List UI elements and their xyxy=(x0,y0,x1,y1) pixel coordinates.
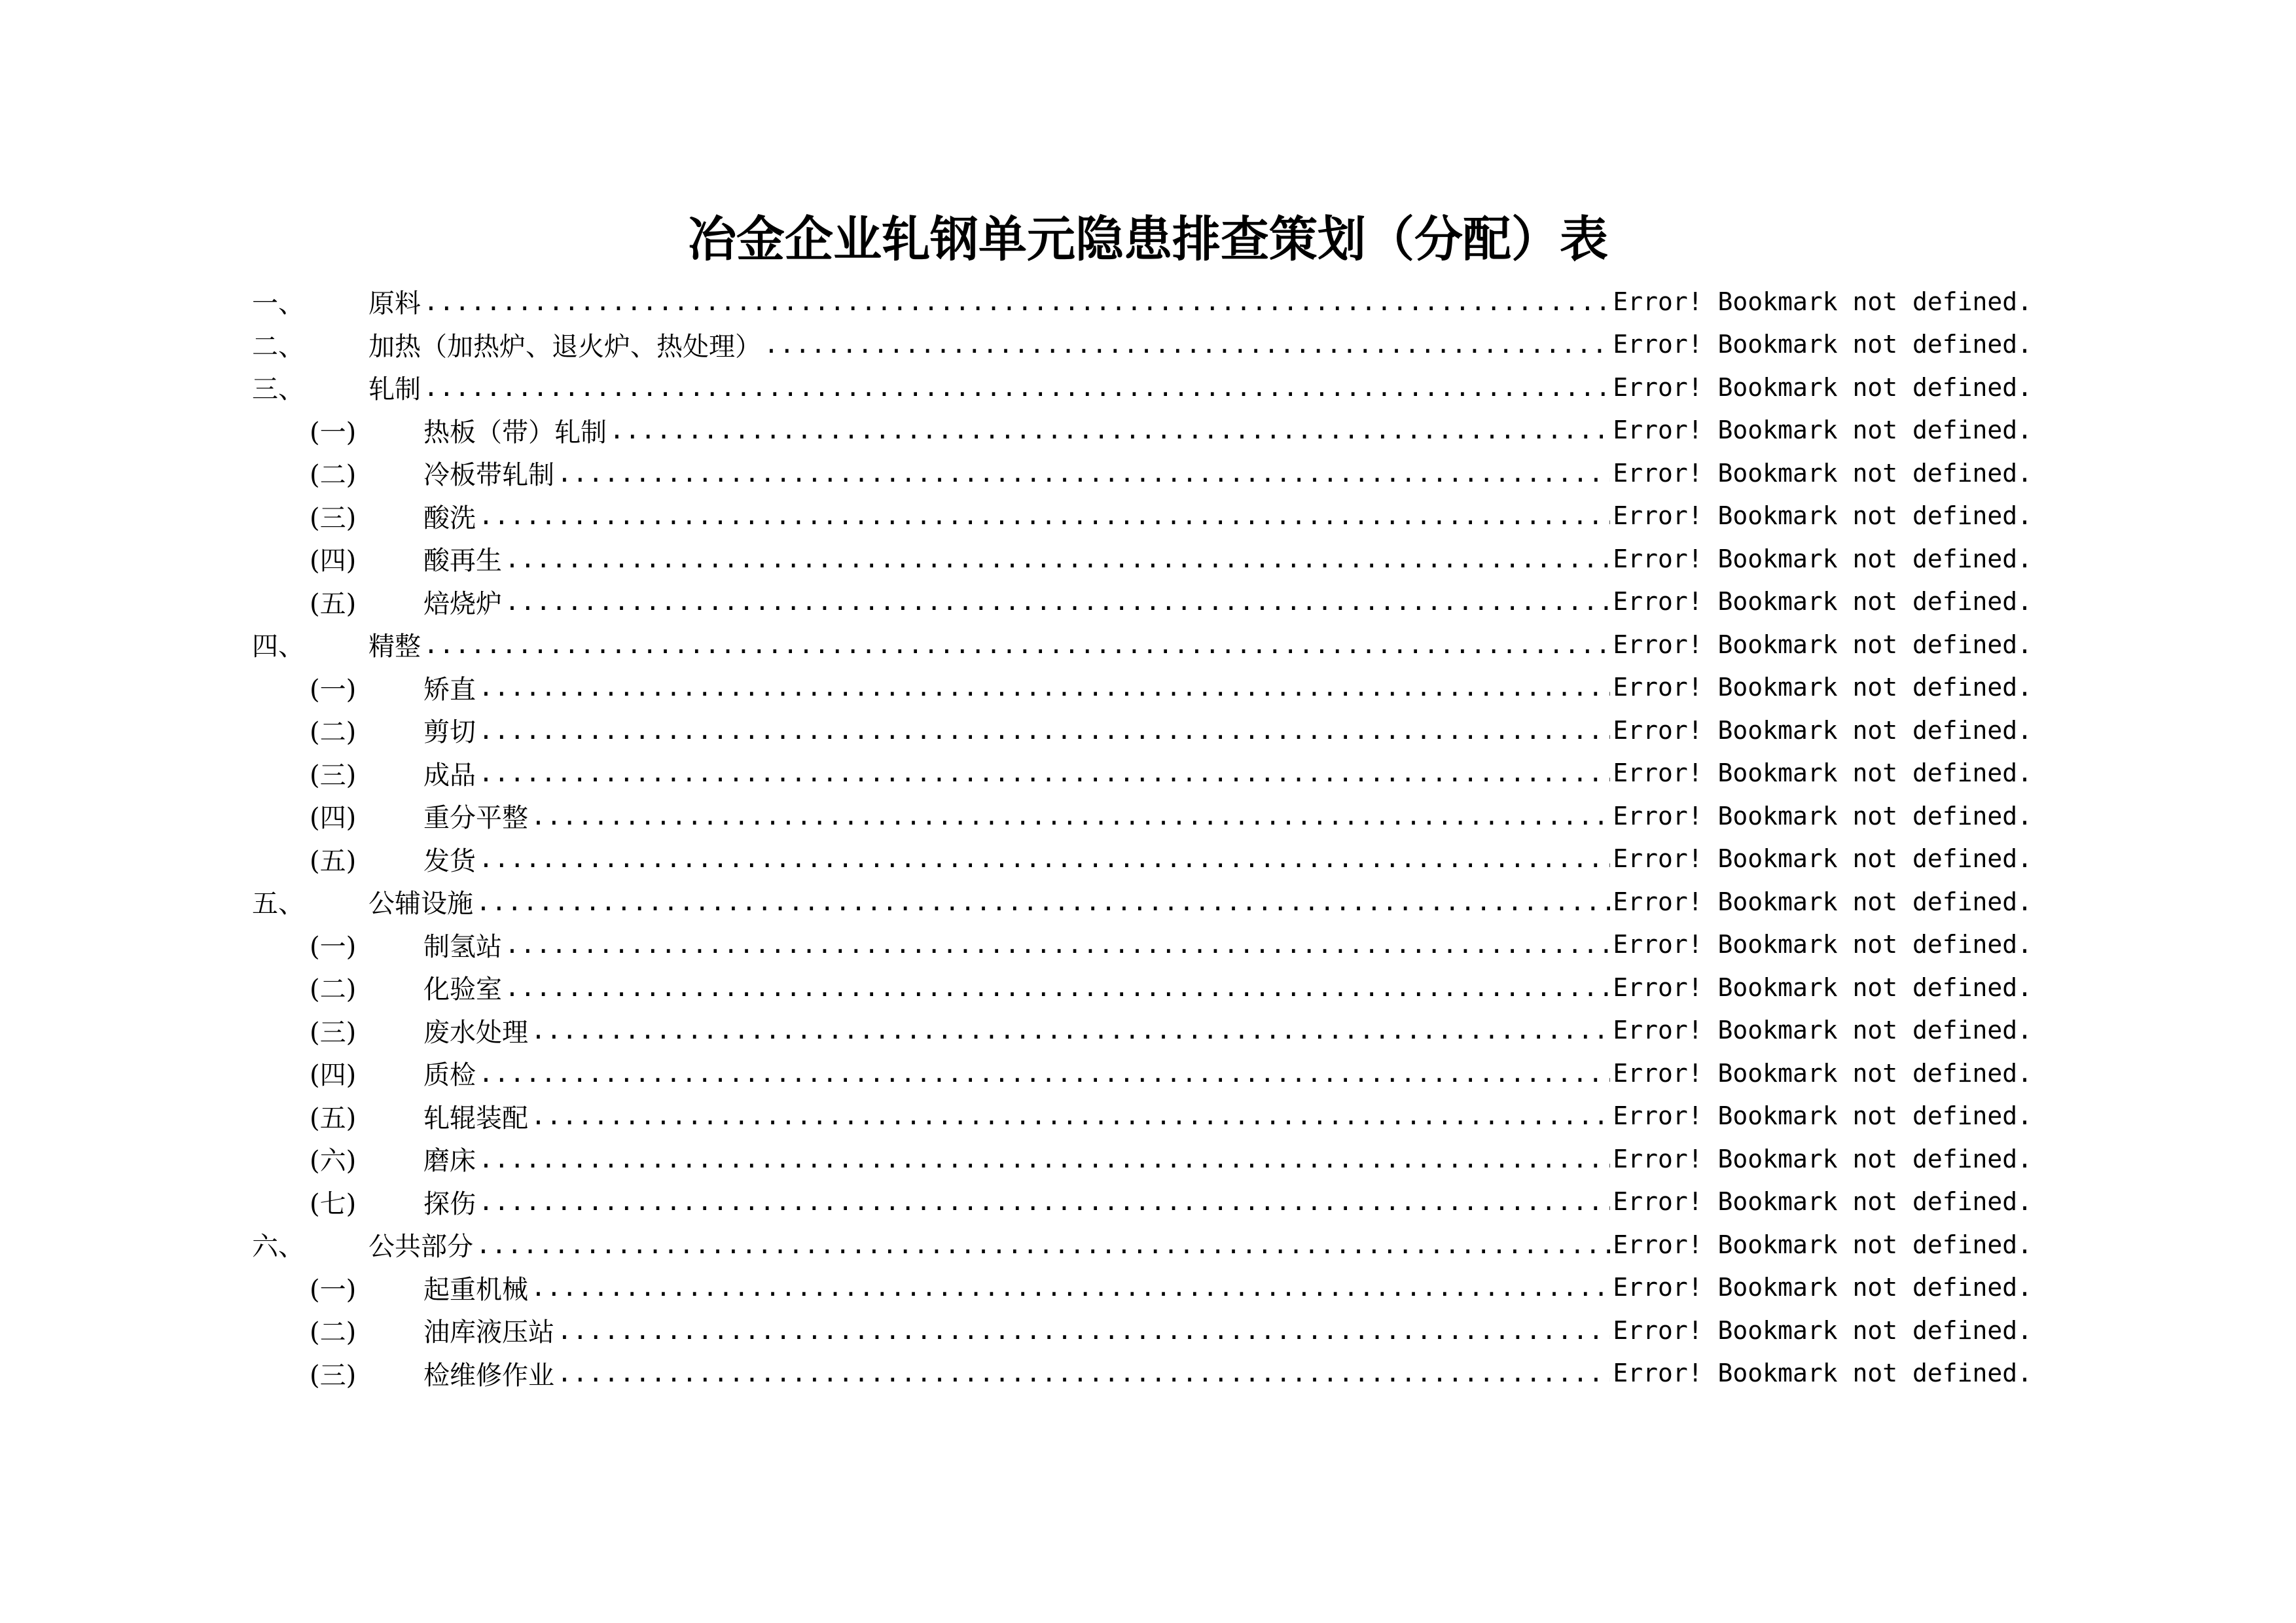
toc-subsection-entry[interactable] xyxy=(252,838,2032,881)
toc-entry-number: (五) xyxy=(310,846,357,876)
toc-subsection-entry[interactable] xyxy=(252,1095,2032,1138)
toc-entry-label: 油库液压站 xyxy=(423,1317,554,1348)
toc-entry-label: 原料 xyxy=(368,289,421,319)
toc-section-entry[interactable] xyxy=(252,623,2032,666)
toc-entry-number: 六、 xyxy=(252,1232,304,1262)
table-of-contents xyxy=(252,280,2032,1395)
toc-entry-page-ref: Error! Bookmark not defined. xyxy=(1613,844,2032,874)
toc-dot-leader xyxy=(476,1230,1610,1259)
toc-entry-page-ref: Error! Bookmark not defined. xyxy=(1613,1230,2032,1259)
toc-dot-leader xyxy=(423,630,1610,659)
toc-dot-leader xyxy=(478,501,1610,530)
toc-entry-number: (一) xyxy=(310,674,357,705)
toc-entry-page-ref: Error! Bookmark not defined. xyxy=(1613,930,2032,959)
toc-entry-label: 检维修作业 xyxy=(423,1360,554,1391)
toc-entry-page-ref: Error! Bookmark not defined. xyxy=(1613,1101,2032,1131)
toc-entry-number: 四、 xyxy=(252,632,304,662)
toc-dot-leader xyxy=(423,373,1610,402)
toc-subsection-entry[interactable] xyxy=(252,1181,2032,1224)
toc-entry-page-ref: Error! Bookmark not defined. xyxy=(1613,1273,2032,1302)
toc-dot-leader xyxy=(505,930,1610,959)
toc-entry-page-ref: Error! Bookmark not defined. xyxy=(1613,544,2032,573)
toc-dot-leader xyxy=(478,1145,1610,1173)
toc-dot-leader xyxy=(557,1359,1610,1387)
toc-entry-label: 剪切 xyxy=(423,717,476,748)
toc-section-entry[interactable] xyxy=(252,880,2032,923)
toc-dot-leader xyxy=(476,887,1610,916)
toc-entry-page-ref: Error! Bookmark not defined. xyxy=(1613,673,2032,702)
toc-entry-number: (三) xyxy=(310,760,357,791)
toc-entry-number: (七) xyxy=(310,1188,357,1219)
toc-dot-leader xyxy=(478,673,1610,702)
toc-entry-label: 酸洗 xyxy=(423,503,476,533)
toc-entry-page-ref: Error! Bookmark not defined. xyxy=(1613,416,2032,445)
toc-entry-label: 热板（带）轧制 xyxy=(423,417,607,448)
toc-entry-label: 探伤 xyxy=(423,1188,476,1219)
toc-entry-number: (六) xyxy=(310,1146,357,1177)
toc-entry-page-ref: Error! Bookmark not defined. xyxy=(1613,587,2032,616)
toc-subsection-entry[interactable] xyxy=(252,923,2032,967)
toc-subsection-entry[interactable] xyxy=(252,1009,2032,1052)
toc-entry-page-ref: Error! Bookmark not defined. xyxy=(1613,1187,2032,1217)
toc-subsection-entry[interactable] xyxy=(252,709,2032,752)
toc-entry-page-ref: Error! Bookmark not defined. xyxy=(1613,458,2032,488)
toc-subsection-entry[interactable] xyxy=(252,1137,2032,1181)
toc-entry-number: 二、 xyxy=(252,331,304,362)
toc-subsection-entry[interactable] xyxy=(252,452,2032,495)
toc-entry-number: (三) xyxy=(310,1017,357,1048)
toc-entry-number: (一) xyxy=(310,931,357,962)
toc-dot-leader xyxy=(557,459,1610,488)
toc-entry-number: (二) xyxy=(310,974,357,1005)
toc-entry-label: 磨床 xyxy=(423,1146,476,1177)
toc-dot-leader xyxy=(478,1059,1610,1088)
toc-subsection-entry[interactable] xyxy=(252,409,2032,452)
toc-entry-label: 重分平整 xyxy=(423,803,528,834)
toc-entry-label: 轧辊装配 xyxy=(423,1103,528,1133)
toc-entry-label: 精整 xyxy=(368,632,421,662)
toc-entry-label: 质检 xyxy=(423,1060,476,1091)
toc-entry-label: 矫直 xyxy=(423,674,476,705)
toc-subsection-entry[interactable] xyxy=(252,1052,2032,1095)
toc-entry-label: 焙烧炉 xyxy=(423,588,502,619)
toc-dot-leader xyxy=(557,1316,1610,1345)
toc-dot-leader xyxy=(505,544,1610,573)
toc-entry-page-ref: Error! Bookmark not defined. xyxy=(1613,1359,2032,1388)
toc-dot-leader xyxy=(531,802,1610,830)
toc-entry-label: 发货 xyxy=(423,846,476,876)
toc-entry-number: (三) xyxy=(310,1360,357,1391)
toc-entry-label: 酸再生 xyxy=(423,546,502,577)
toc-entry-page-ref: Error! Bookmark not defined. xyxy=(1613,330,2032,359)
toc-entry-page-ref: Error! Bookmark not defined. xyxy=(1613,1315,2032,1345)
toc-dot-leader xyxy=(478,758,1610,787)
document-title: 冶金企业轧钢单元隐患排查策划（分配）表 xyxy=(688,211,1608,268)
toc-entry-number: (二) xyxy=(310,460,357,491)
toc-entry-label: 制氢站 xyxy=(423,931,502,962)
toc-entry-label: 冷板带轧制 xyxy=(423,460,554,491)
toc-dot-leader xyxy=(609,416,1610,444)
toc-entry-number: 三、 xyxy=(252,374,304,405)
toc-entry-number: (一) xyxy=(310,417,357,448)
toc-entry-number: 一、 xyxy=(252,289,304,319)
toc-entry-label: 公共部分 xyxy=(368,1232,473,1262)
toc-subsection-entry[interactable] xyxy=(252,1266,2032,1310)
toc-subsection-entry[interactable] xyxy=(252,495,2032,538)
toc-entry-page-ref: Error! Bookmark not defined. xyxy=(1613,1016,2032,1045)
toc-dot-leader xyxy=(478,844,1610,873)
toc-dot-leader xyxy=(531,1101,1610,1130)
toc-entry-number: (一) xyxy=(310,1274,357,1305)
toc-entry-label: 起重机械 xyxy=(423,1274,528,1305)
toc-entry-number: 五、 xyxy=(252,889,304,919)
toc-subsection-entry[interactable] xyxy=(252,752,2032,795)
toc-subsection-entry[interactable] xyxy=(252,537,2032,580)
toc-entry-label: 成品 xyxy=(423,760,476,791)
toc-entry-page-ref: Error! Bookmark not defined. xyxy=(1613,972,2032,1002)
toc-entry-number: (五) xyxy=(310,588,357,619)
toc-subsection-entry[interactable] xyxy=(252,666,2032,709)
toc-entry-page-ref: Error! Bookmark not defined. xyxy=(1613,372,2032,402)
toc-entry-label: 公辅设施 xyxy=(368,889,473,919)
toc-dot-leader xyxy=(505,587,1610,616)
toc-section-entry[interactable] xyxy=(252,366,2032,409)
toc-subsection-entry[interactable] xyxy=(252,794,2032,838)
toc-entry-page-ref: Error! Bookmark not defined. xyxy=(1613,1144,2032,1173)
toc-entry-page-ref: Error! Bookmark not defined. xyxy=(1613,501,2032,531)
toc-entry-label: 化验室 xyxy=(423,974,502,1005)
toc-section-entry[interactable] xyxy=(252,1223,2032,1266)
toc-entry-number: (二) xyxy=(310,1317,357,1348)
toc-entry-label: 废水处理 xyxy=(423,1017,528,1048)
toc-entry-page-ref: Error! Bookmark not defined. xyxy=(1613,801,2032,830)
toc-dot-leader xyxy=(505,973,1610,1002)
toc-dot-leader xyxy=(764,330,1610,359)
toc-dot-leader xyxy=(531,1016,1610,1044)
toc-entry-number: (四) xyxy=(310,803,357,834)
toc-dot-leader xyxy=(531,1273,1610,1302)
toc-subsection-entry[interactable] xyxy=(252,580,2032,624)
toc-entry-number: (五) xyxy=(310,1103,357,1133)
toc-entry-page-ref: Error! Bookmark not defined. xyxy=(1613,287,2032,316)
toc-entry-number: (四) xyxy=(310,1060,357,1091)
toc-dot-leader xyxy=(478,716,1610,745)
toc-section-entry[interactable] xyxy=(252,280,2032,323)
toc-entry-label: 加热（加热炉、退火炉、热处理） xyxy=(368,331,761,362)
toc-dot-leader xyxy=(478,1187,1610,1216)
toc-section-entry[interactable] xyxy=(252,323,2032,366)
toc-entry-page-ref: Error! Bookmark not defined. xyxy=(1613,758,2032,788)
toc-entry-number: (三) xyxy=(310,503,357,533)
toc-entry-number: (四) xyxy=(310,546,357,577)
toc-entry-page-ref: Error! Bookmark not defined. xyxy=(1613,715,2032,745)
toc-entry-label: 轧制 xyxy=(368,374,421,405)
toc-subsection-entry[interactable] xyxy=(252,966,2032,1009)
toc-subsection-entry[interactable] xyxy=(252,1352,2032,1395)
toc-subsection-entry[interactable] xyxy=(252,1309,2032,1352)
toc-dot-leader xyxy=(423,287,1610,316)
toc-entry-page-ref: Error! Bookmark not defined. xyxy=(1613,1058,2032,1088)
toc-entry-page-ref: Error! Bookmark not defined. xyxy=(1613,630,2032,659)
toc-entry-number: (二) xyxy=(310,717,357,748)
toc-entry-page-ref: Error! Bookmark not defined. xyxy=(1613,887,2032,916)
